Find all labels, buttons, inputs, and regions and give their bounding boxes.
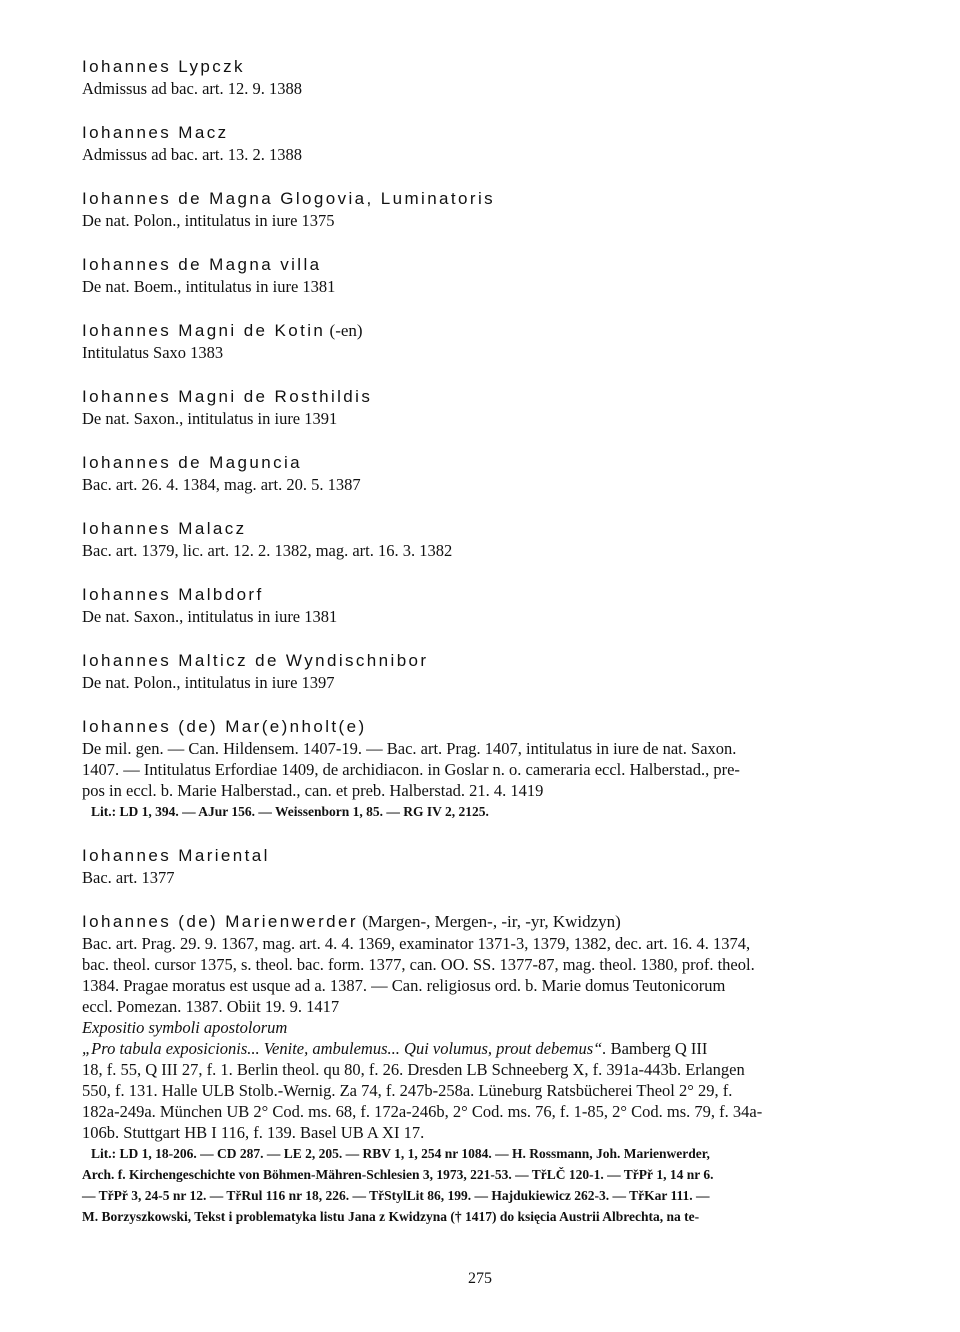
entry-magna-glogovia — [82, 188, 902, 231]
entry-text: bac. theol. cursor 1375, s. theol. bac. form. 1377, can. OO. SS. 1377-87, mag. theol. 1380, prof. theol. — [82, 955, 755, 974]
manuscript-text: 550, f. 131. Halle ULB Stolb.-Wernig. Za 74, f. 247b-258a. Lüneburg Ratsbücherei Theol 2° 29, f. — [82, 1081, 733, 1100]
work-title: Expositio symboli apostolorum — [82, 1018, 288, 1037]
entry-magna-villa — [82, 254, 902, 297]
entry-text: pos in eccl. b. Marie Halberstad., can. et preb. Halberstad. 21. 4. 1419 — [82, 781, 544, 800]
entry-name: Iohannes Malbdorf — [82, 585, 264, 604]
entry-macz — [82, 122, 902, 165]
manuscript-text: 182a-249a. München UB 2° Cod. ms. 68, f. 172a-246b, 2° Cod. ms. 76, f. 1-85, 2° Cod. ms. 79, f. 34a- — [82, 1102, 763, 1121]
entry-text: De nat. Saxon., intitulatus in iure 1391 — [82, 409, 338, 428]
entry-mariental — [82, 845, 902, 888]
entry-name-main: Iohannes Magni de Kotin — [82, 321, 326, 340]
entry-name: Iohannes de Magna villa — [82, 255, 322, 274]
entry-name: Iohannes Macz — [82, 123, 229, 142]
entry-name-variant: (-en) — [325, 321, 363, 340]
entry-malacz — [82, 518, 902, 561]
entry-text: Bac. art. 1377 — [82, 868, 175, 887]
entry-name: Iohannes Lypczk — [82, 57, 245, 76]
incipit-manuscripts: Bamberg Q III — [606, 1039, 708, 1058]
entry-text: Intitulatus Saxo 1383 — [82, 343, 224, 362]
entry-text: Admissus ad bac. art. 13. 2. 1388 — [82, 145, 302, 164]
entry-malticz — [82, 650, 902, 693]
document-page — [82, 56, 902, 1250]
entry-text: Bac. art. 1379, lic. art. 12. 2. 1382, mag. art. 16. 3. 1382 — [82, 541, 453, 560]
entry-marienwerder — [82, 911, 902, 1227]
manuscript-text: 18, f. 55, Q III 27, f. 1. Berlin theol. qu 80, f. 26. Dresden LB Schneeberg X, f. 391a-443b. Erlangen — [82, 1060, 745, 1079]
incipit-line — [82, 1038, 902, 1059]
manuscript-text: 106b. Stuttgart HB I 116, f. 139. Basel UB A XI 17. — [82, 1123, 425, 1142]
entry-text: De nat. Polon., intitulatus in iure 1375 — [82, 211, 335, 230]
literature-note: Arch. f. Kirchengeschichte von Böhmen-Mähren-Schlesien 3, 1973, 221-53. — TřLČ 120-1. — TřPř 1, 14 nr 6. — [82, 1167, 714, 1182]
entry-text: Bac. art. Prag. 29. 9. 1367, mag. art. 4. 4. 1369, examinator 1371-3, 1379, 1382, dec. art. 16. 4. 1374, — [82, 934, 751, 953]
entry-name — [82, 320, 902, 342]
entry-lypczk — [82, 56, 902, 99]
entry-name: Iohannes Mariental — [82, 846, 270, 865]
entry-text: De nat. Boem., intitulatus in iure 1381 — [82, 277, 336, 296]
entry-text: De mil. gen. — Can. Hildensem. 1407-19. — Bac. art. Prag. 1407, intitulatus in iure de nat. Saxon. — [82, 739, 737, 758]
entry-marenholte — [82, 716, 902, 822]
entry-text: Admissus ad bac. art. 12. 9. 1388 — [82, 79, 302, 98]
entry-text: 1407. — Intitulatus Erfordiae 1409, de archidiacon. in Goslar n. o. cameraria eccl. Halberstad., pre- — [82, 760, 740, 779]
literature-note: Lit.: LD 1, 394. — AJur 156. — Weissenborn 1, 85. — RG IV 2, 2125. — [91, 804, 489, 819]
entry-text: Bac. art. 26. 4. 1384, mag. art. 20. 5. 1387 — [82, 475, 361, 494]
literature-note: Lit.: LD 1, 18-206. — CD 287. — LE 2, 205. — RBV 1, 1, 254 nr 1084. — H. Rossmann, Joh. Marienwerder, — [91, 1146, 710, 1161]
entry-text: De nat. Saxon., intitulatus in iure 1381 — [82, 607, 338, 626]
entry-malbdorf — [82, 584, 902, 627]
entry-magni-de-rosthildis — [82, 386, 902, 429]
entry-name: Iohannes de Magna Glogovia, Luminatoris — [82, 189, 496, 208]
entry-magni-de-kotin — [82, 320, 902, 363]
incipit-text: „Pro tabula exposicionis... Venite, ambulemus... Qui volumus, prout debemus“. — [82, 1039, 607, 1058]
page-number: 275 — [468, 1270, 492, 1287]
entry-name: Iohannes de Maguncia — [82, 453, 303, 472]
literature-note: — TřPř 3, 24-5 nr 12. — TřRul 116 nr 18, 226. — TřStylLit 86, 199. — Hajdukiewicz 262-3. — TřKar 111. — — [82, 1188, 710, 1203]
entry-name: Iohannes Malticz de Wyndischnibor — [82, 651, 429, 670]
entry-name: Iohannes Malacz — [82, 519, 247, 538]
entry-name: Iohannes Magni de Rosthildis — [82, 387, 373, 406]
entry-name: Iohannes (de) Mar(e)nholt(e) — [82, 717, 367, 736]
entry-name-main: Iohannes (de) Marienwerder — [82, 912, 358, 931]
entry-maguncia — [82, 452, 902, 495]
entry-name-variant: (Margen-, Mergen-, -ir, -yr, Kwidzyn) — [357, 912, 621, 931]
entry-text: 1384. Pragae moratus est usque ad a. 1387. — Can. religiosus ord. b. Marie domus Teutonicorum — [82, 976, 726, 995]
entry-name — [82, 911, 902, 933]
entry-text: De nat. Polon., intitulatus in iure 1397 — [82, 673, 335, 692]
literature-note: M. Borzyszkowski, Tekst i problematyka listu Jana z Kwidzyna († 1417) do księcia Austrii Albrechta, na te- — [82, 1209, 700, 1224]
entry-text: eccl. Pomezan. 1387. Obiit 19. 9. 1417 — [82, 997, 340, 1016]
